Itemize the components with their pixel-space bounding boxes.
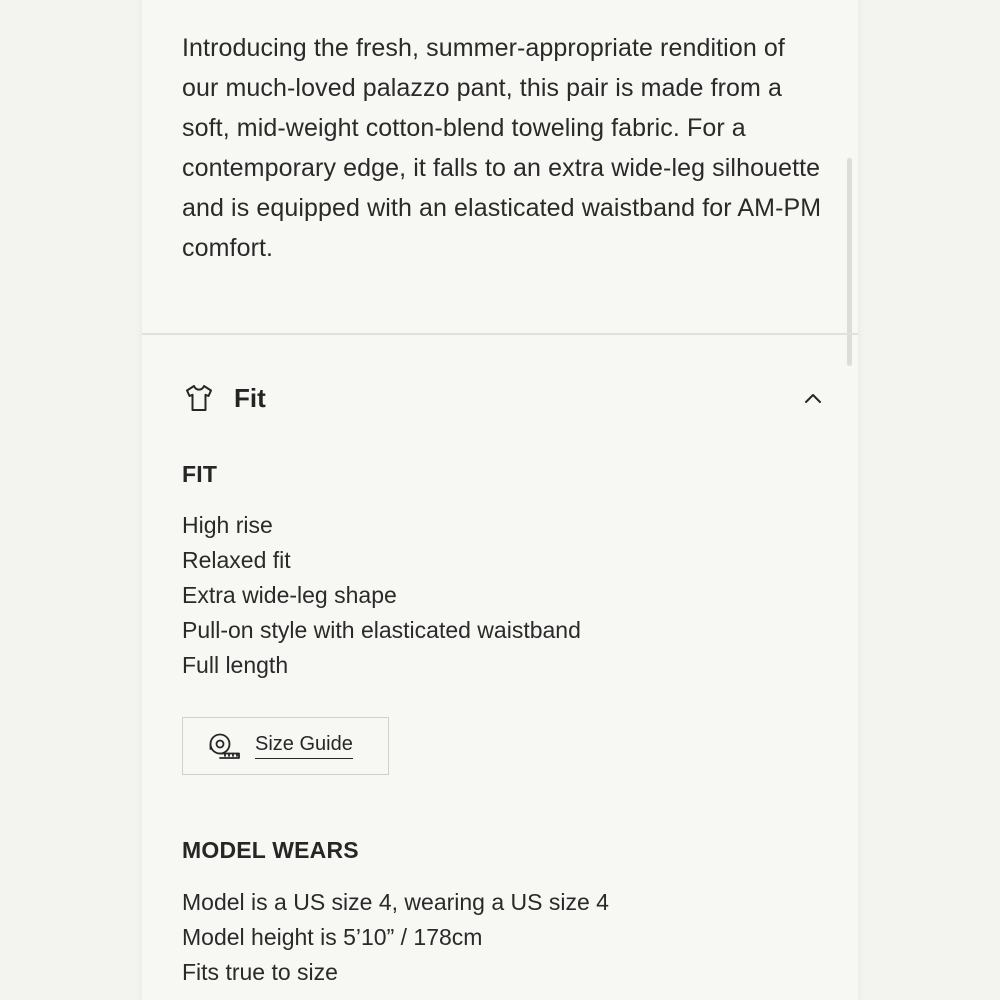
section-divider bbox=[142, 333, 858, 335]
measuring-tape-icon bbox=[207, 731, 243, 761]
fit-details-list bbox=[182, 508, 581, 683]
list-item: High rise bbox=[182, 512, 273, 538]
size-guide-button[interactable] bbox=[182, 717, 389, 775]
model-details-list bbox=[182, 885, 609, 990]
size-guide-label[interactable]: Size Guide bbox=[255, 733, 353, 759]
list-item: Model is a US size 4, wearing a US size 4 bbox=[182, 889, 609, 915]
list-item: Extra wide-leg shape bbox=[182, 582, 397, 608]
list-item: Fits true to size bbox=[182, 959, 338, 985]
list-item: Model height is 5’10” / 178cm bbox=[182, 924, 483, 950]
list-item: Pull-on style with elasticated waistband bbox=[182, 617, 581, 643]
right-gutter bbox=[858, 0, 1000, 1000]
fit-heading: FIT bbox=[182, 461, 218, 487]
list-item: Relaxed fit bbox=[182, 547, 291, 573]
product-description: Introducing the fresh, summer-appropriate rendition of our much-loved palazzo pant, this pair is made from a soft, mid-weight cotton-blend toweling fabric. For a contemporary edge, it falls to an extra wide-leg silhouette and is equipped with an elasticated waistband for AM-PM comfort. bbox=[182, 34, 822, 262]
tshirt-icon bbox=[182, 381, 216, 415]
left-gutter bbox=[0, 0, 142, 1000]
chevron-up-icon[interactable] bbox=[800, 385, 826, 411]
list-item: Full length bbox=[182, 652, 289, 678]
model-wears-heading: MODEL WEARS bbox=[182, 837, 359, 863]
fit-accordion-toggle[interactable] bbox=[182, 370, 828, 426]
fit-accordion-title: Fit bbox=[234, 382, 266, 413]
